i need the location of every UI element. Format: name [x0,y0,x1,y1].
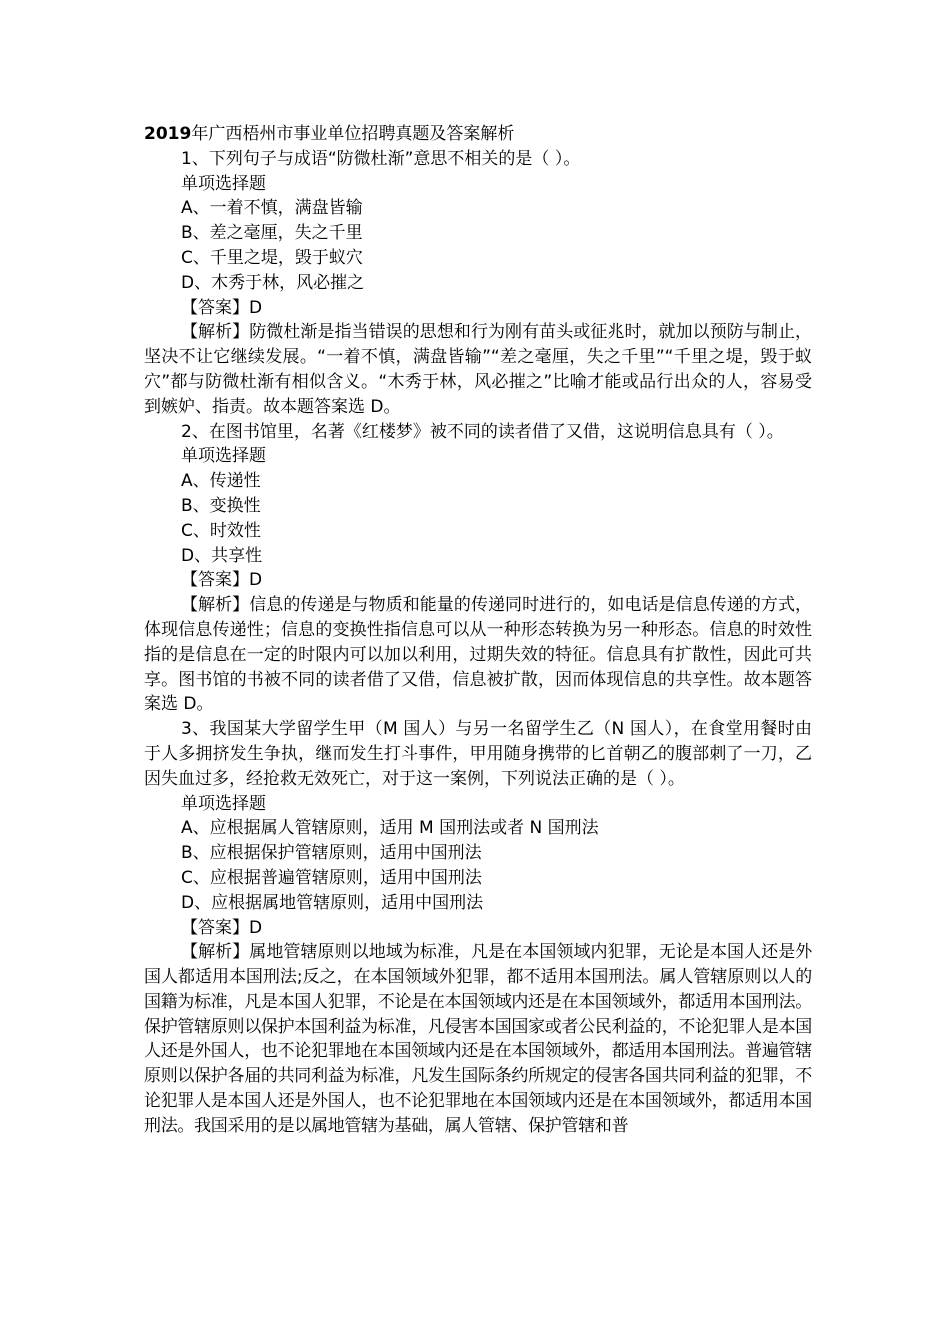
title-year: 2019 [144,124,192,144]
question-3-option-a: A、应根据属人管辖原则，适用 M 国刑法或者 N 国刑法 [181,818,599,839]
question-2-type: 单项选择题 [181,446,266,467]
question-2-option-b: B、变换性 [181,495,261,516]
question-1-option-b: B、差之毫厘，失之千里 [181,223,363,244]
question-1-option-c: C、千里之堤，毁于蚁穴 [181,247,363,268]
question-1-answer: 【答案】D [181,297,263,318]
question-3-option-b: B、应根据保护管辖原则，适用中国刑法 [181,843,482,864]
document-title [144,122,812,147]
question-3-answer: 【答案】D [181,917,263,938]
question-1-option-d: D、木秀于林，风必摧之 [181,272,365,293]
question-2-option-d: D、共享性 [181,545,263,566]
question-1-analysis: 【解析】防微杜渐是指当错误的思想和行为刚有苗头或征兆时，就加以预防与制止，坚决不让它继续发展。“一着不慎，满盘皆输”“差之毫厘，失之千里”“千里之堤，毁于蚁穴”都与防微杜渐有相似含义。“木秀于林，风必摧之”比喻才能或品行出众的人，容易受到嫉妒、指责。故本题答案选 D。 [144,322,812,417]
title-text: 年广西梧州市事业单位招聘真题及答案解析 [191,124,515,144]
question-2-option-a: A、传递性 [181,471,261,492]
question-2-option-c: C、时效性 [181,520,261,541]
document-page [144,122,812,1139]
question-3-option-c: C、应根据普遍管辖原则，适用中国刑法 [181,867,482,888]
question-2-analysis: 【解析】信息的传递是与物质和能量的传递同时进行的，如电话是信息传递的方式，体现信息传递性；信息的变换性指信息可以从一种形态转换为另一种形态。信息的时效性指的是信息在一定的时限内可以加以利用，过期失效的特征。信息具有扩散性，因此可共享。图书馆的书被不同的读者借了又借，信息被扩散，因而体现信息的共享性。故本题答案选 D。 [144,595,812,715]
question-1-stem: 1、下列句子与成语“防微杜渐”意思不相关的是（ ）。 [181,148,581,169]
question-1-type: 单项选择题 [181,173,266,194]
question-3-analysis: 【解析】属地管辖原则以地域为标准，凡是在本国领域内犯罪，无论是本国人还是外国人都适用本国刑法;反之，在本国领域外犯罪，都不适用本国刑法。属人管辖原则以人的国籍为标准，凡是本国人犯罪，不论是在本国领域内还是在本国领域外，都适用本国刑法。保护管辖原则以保护本国利益为标准，凡侵害本国国家或者公民利益的，不论犯罪人是本国人还是外国人，也不论犯罪地在本国领域内还是在本国领域外，都适用本国刑法。普遍管辖原则以保护各届的共同利益为标准，凡发生国际条约所规定的侵害各国共同利益的犯罪，不论犯罪人是本国人还是外国人，也不论犯罪地在本国领域内还是在本国领域外，都适用本国刑法。我国采用的是以属地管辖为基础，属人管辖、保护管辖和普 [144,942,812,1136]
question-3-type: 单项选择题 [181,793,266,814]
question-3-option-d: D、应根据属地管辖原则，适用中国刑法 [181,892,484,913]
question-2-answer: 【答案】D [181,570,263,591]
question-2-stem: 2、在图书馆里，名著《红楼梦》被不同的读者借了又借，这说明信息具有（ ）。 [181,421,784,442]
question-1-option-a: A、一着不慎，满盘皆输 [181,198,363,219]
question-3-stem: 3、我国某大学留学生甲（M 国人）与另一名留学生乙（N 国人），在食堂用餐时由于人多拥挤发生争执，继而发生打斗事件，甲用随身携带的匕首朝乙的腹部刺了一刀，乙因失血过多，经抢救无效死亡，对于这一案例，下列说法正确的是（ ）。 [144,719,812,789]
